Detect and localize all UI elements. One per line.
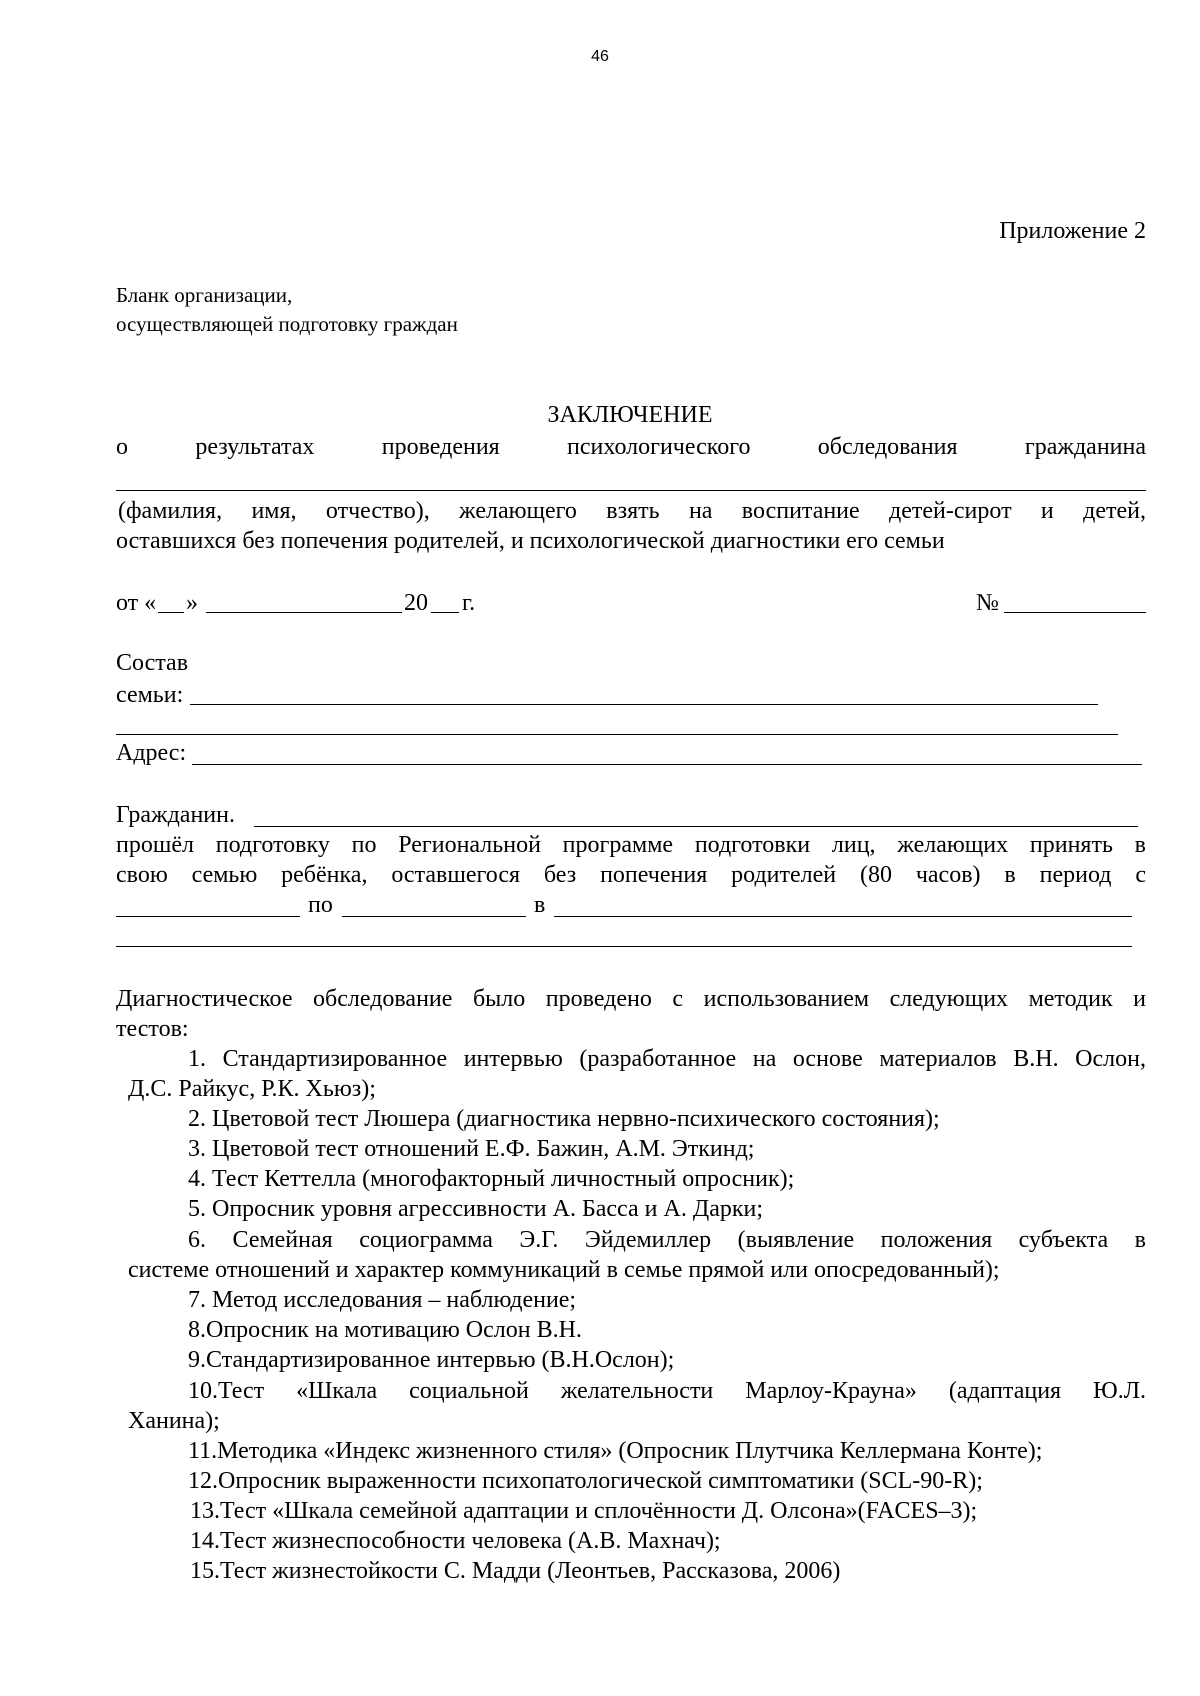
subtitle-line-1: о результатах проведения психологического обследования гражданина — [116, 434, 1146, 460]
period-from-line — [116, 916, 300, 917]
number-sign: № — [976, 590, 999, 616]
period-to-line — [342, 916, 526, 917]
subtitle-line-3: оставшихся без попечения родителей, и психологической диагностики его семьи — [116, 528, 945, 554]
period-po-label: по — [308, 892, 333, 918]
method-item-2: 2. Цветовой тест Люшера (диагностика нервно-психического состояния); — [188, 1106, 940, 1132]
family-line-1 — [190, 704, 1098, 705]
diagnostics-intro-2: тестов: — [116, 1016, 189, 1042]
year-prefix: 20 — [404, 590, 428, 616]
method-item-1: 1. Стандартизированное интервью (разработанное на основе материалов В.Н. Ослон, — [188, 1046, 1146, 1072]
method-item-4: 4. Тест Кеттелла (многофакторный личностный опросник); — [188, 1166, 795, 1192]
family-label-1: Состав — [116, 650, 189, 676]
method-item-15: 15.Тест жизнестойкости С. Мадди (Леонтьев, Рассказова, 2006) — [190, 1558, 841, 1584]
family-label-2: семьи: — [116, 682, 184, 708]
method-item-11: 11.Методика «Индекс жизненного стиля» (Опросник Плутчика Келлермана Конте); — [188, 1438, 1043, 1464]
method-item-14: 14.Тест жизнеспособности человека (А.В. Махнач); — [190, 1528, 721, 1554]
method-item-6-cont: системе отношений и характер коммуникаций в семье прямой или опосредованный); — [128, 1257, 1000, 1283]
page-number: 46 — [591, 48, 609, 65]
date-quote-close: » — [186, 590, 198, 616]
date-from-label: от « — [116, 590, 157, 616]
number-line — [1004, 612, 1146, 613]
method-item-9: 9.Стандартизированное интервью (В.Н.Ослон); — [188, 1347, 675, 1373]
document-title: ЗАКЛЮЧЕНИЕ — [547, 402, 713, 428]
period-place-line-2 — [116, 946, 1132, 947]
month-line — [206, 612, 402, 613]
citizen-line — [254, 826, 1138, 827]
period-v-label: в — [534, 892, 546, 918]
citizen-name-line — [116, 490, 1146, 491]
citizen-text-1: прошёл подготовку по Региональной программе подготовки лиц, желающих принять в — [116, 832, 1146, 858]
method-item-13: 13.Тест «Шкала семейной адаптации и сплочённости Д. Олсона»(FACES–3); — [190, 1498, 978, 1524]
method-item-5: 5. Опросник уровня агрессивности А. Басса и А. Дарки; — [188, 1196, 764, 1222]
method-item-8: 8.Опросник на мотивацию Ослон В.Н. — [188, 1317, 582, 1343]
diagnostics-intro-1: Диагностическое обследование было проведено с использованием следующих методик и — [116, 986, 1146, 1012]
org-line-2: осуществляющей подготовку граждан — [116, 312, 458, 336]
method-item-3: 3. Цветовой тест отношений Е.Ф. Бажин, А.М. Эткинд; — [188, 1136, 755, 1162]
method-item-12: 12.Опросник выраженности психопатологической симптоматики (SCL-90-R); — [188, 1468, 983, 1494]
year-line — [431, 612, 459, 613]
family-line-2 — [116, 734, 1118, 735]
method-item-10: 10.Тест «Шкала социальной желательности Марлоу-Крауна» (адаптация Ю.Л. — [188, 1378, 1146, 1404]
method-item-6: 6. Семейная социограмма Э.Г. Эйдемиллер (выявление положения субъекта в — [188, 1227, 1146, 1253]
citizen-label: Гражданин. — [116, 802, 235, 828]
method-item-1-cont: Д.С. Райкус, Р.К. Хьюз); — [128, 1076, 376, 1102]
address-line — [192, 764, 1142, 765]
method-item-10-cont: Ханина); — [128, 1408, 220, 1434]
subtitle-line-2: (фамилия, имя, отчество), желающего взять на воспитание детей-сирот и детей, — [118, 498, 1146, 524]
day-line — [158, 612, 184, 613]
year-suffix: г. — [462, 590, 476, 616]
org-line-1: Бланк организации, — [116, 283, 293, 307]
address-label: Адрес: — [116, 740, 187, 766]
appendix-label: Приложение 2 — [999, 218, 1146, 244]
period-place-line — [554, 916, 1132, 917]
method-item-7: 7. Метод исследования – наблюдение; — [188, 1287, 577, 1313]
citizen-text-2: свою семью ребёнка, оставшегося без попечения родителей (80 часов) в период с — [116, 862, 1146, 888]
